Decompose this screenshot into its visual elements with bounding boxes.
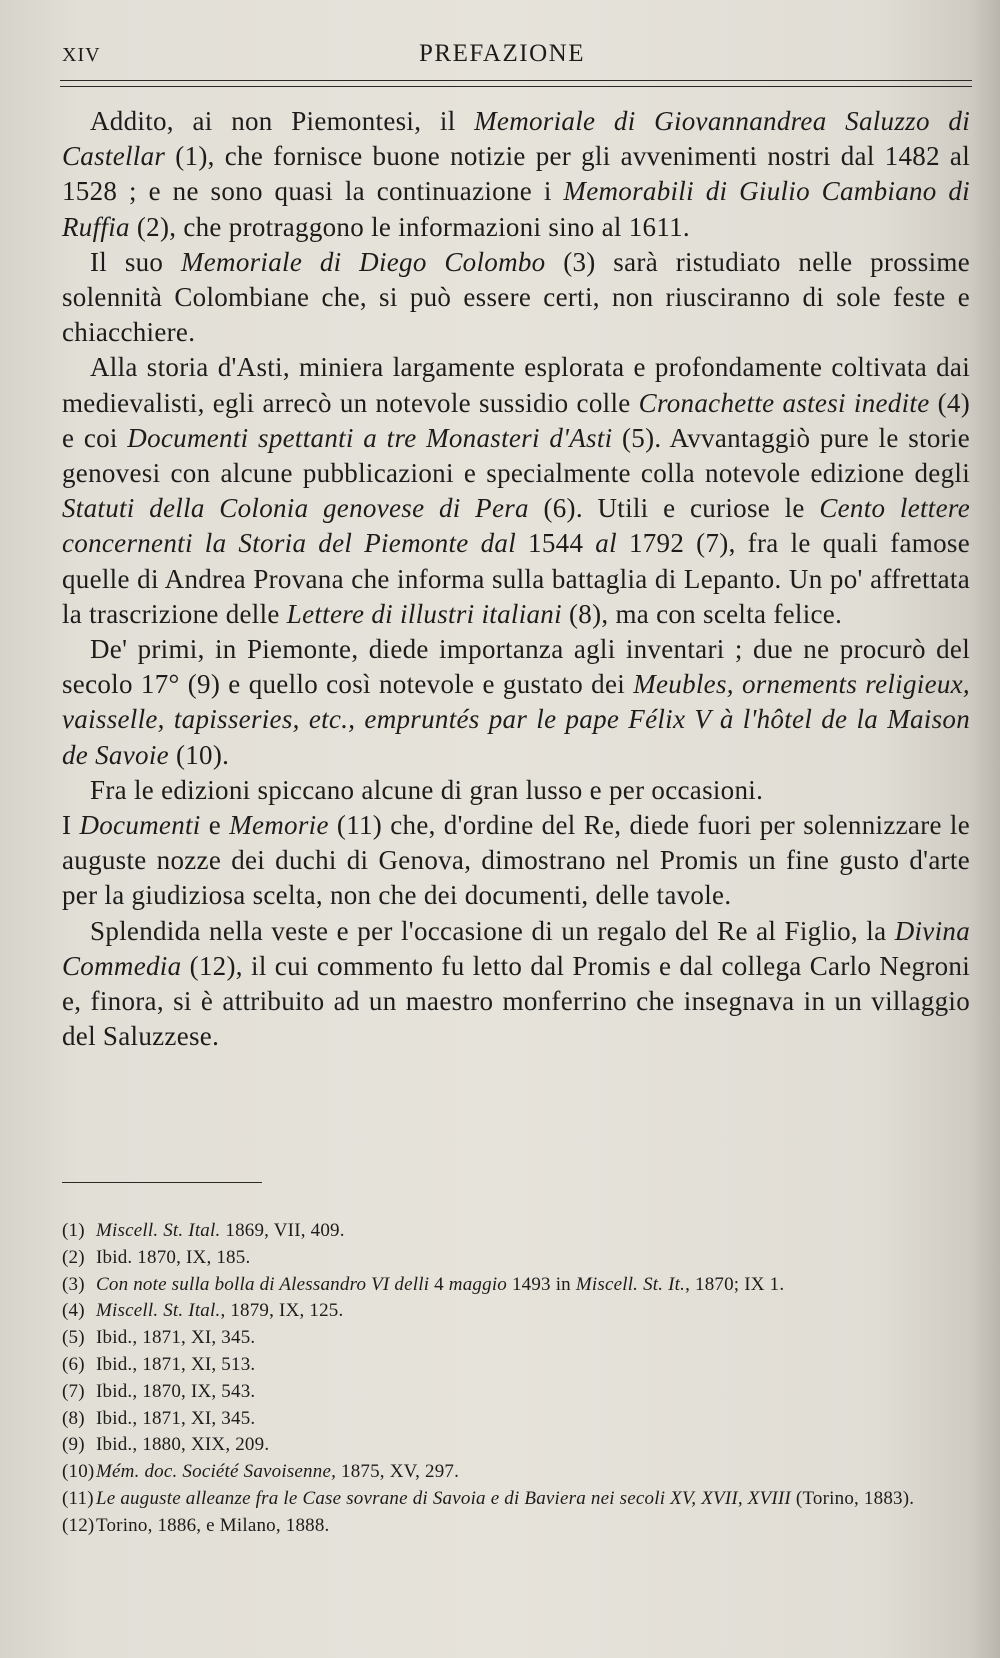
paragraph-5: Fra le edizioni spiccano alcune di gran lusso e per occasioni.: [90, 774, 764, 805]
footnote-7: (7) Ibid., 1870, IX, 543.: [62, 1380, 256, 1402]
paragraph-3: Alla storia d'Asti, miniera largamente esplorata e profondamente coltivata dai medievalisti, egli arrecò un notevole sussidio colle Cronachette astesi inedite (4) e coi Documenti spettanti a tre Monasteri d'Asti (5). Avvantaggiò pure le storie genovesi con alcune pubblicazioni e specialmente colla notevole edizione degli Statuti della Colonia genovese di Pera (6). Utili e curiose le Cento lettere concernenti la Storia del Piemonte dal 1544 al 1792 (7), fra le quali famose quelle di Andrea Provana che informa sulla battaglia di Lepanto. Un po' affrettata la trascrizione delle Lettere di illustri italiani (8), ma con scelta felice.: [62, 352, 970, 629]
footnote-11: (11) Le auguste alleanze fra le Case sovrane di Savoia e di Baviera nei secoli XV, XVII, XVIII (Torino, 1883).: [62, 1487, 915, 1509]
footnote-5: (5) Ibid., 1871, XI, 345.: [62, 1327, 256, 1349]
page-number: XIV: [62, 44, 101, 66]
footnote-9: (9) Ibid., 1880, XIX, 209.: [62, 1434, 270, 1456]
paragraph-4: De' primi, in Piemonte, diede importanza agli inventari ; due ne procurò del secolo 17° (9) e quello così notevole e gustato dei Meubles, ornements religieux, vaisselle, tapisseries, etc., empruntés par le pape Félix V à l'hôtel de la Maison de Savoie (10).: [62, 634, 970, 770]
footnote-10: (10)Mém. doc. Société Savoisenne, 1875, XV, 297.: [62, 1461, 460, 1483]
footnote-6: (6) Ibid., 1871, XI, 513.: [62, 1353, 256, 1375]
footnotes: [62, 1218, 970, 1540]
footnote-8: (8) Ibid., 1871, XI, 345.: [62, 1407, 256, 1429]
footnote-3: (3) Con note sulla bolla di Alessandro VI delli 4 maggio 1493 in Miscell. St. It., 1870; IX 1.: [62, 1273, 785, 1295]
paragraph-2: Il suo Memoriale di Diego Colombo (3) sarà ristudiato nelle prossime solennità Colombiane che, si può essere certi, non riusciranno di sole feste e chiacchiere.: [62, 246, 970, 348]
paragraph-6: I Documenti e Memorie (11) che, d'ordine del Re, diede fuori per solennizzare le auguste nozze dei duchi di Genova, dimostrano nel Promis un fine gusto d'arte per la giudiziosa scelta, non che dei documenti, delle tavole.: [62, 810, 970, 911]
paragraph-1: Addito, ai non Piemontesi, il Memoriale di Giovannandrea Saluzzo di Castellar (1), che fornisce buone notizie per gli avvenimenti nostri dal 1482 al 1528 ; e ne sono quasi la continuazione i Memorabili di Giulio Cambiano di Ruffia (2), che protraggono le informazioni sino al 1611.: [62, 106, 970, 242]
running-title: PREFAZIONE: [419, 40, 585, 67]
paragraph-7: Splendida nella veste e per l'occasione di un regalo del Re al Figlio, la Divina Commedia (12), il cui commento fu letto dal Promis e dal collega Carlo Negroni e, finora, si è attribuito ad un maestro monferrino che insegnava in un villaggio del Saluzzese.: [62, 915, 970, 1052]
footnote-12: (12)Torino, 1886, e Milano, 1888.: [62, 1514, 330, 1536]
running-head: [62, 40, 972, 74]
footnote-4: (4) Miscell. St. Ital., 1879, IX, 125.: [62, 1300, 344, 1322]
footnote-2: (2) Ibid. 1870, IX, 185.: [62, 1246, 251, 1268]
footnote-1: (1) Miscell. St. Ital. 1869, VII, 409.: [62, 1220, 345, 1241]
header-rule: [60, 80, 972, 87]
body-text: [62, 104, 970, 1054]
footnote-rule: [62, 1182, 262, 1183]
